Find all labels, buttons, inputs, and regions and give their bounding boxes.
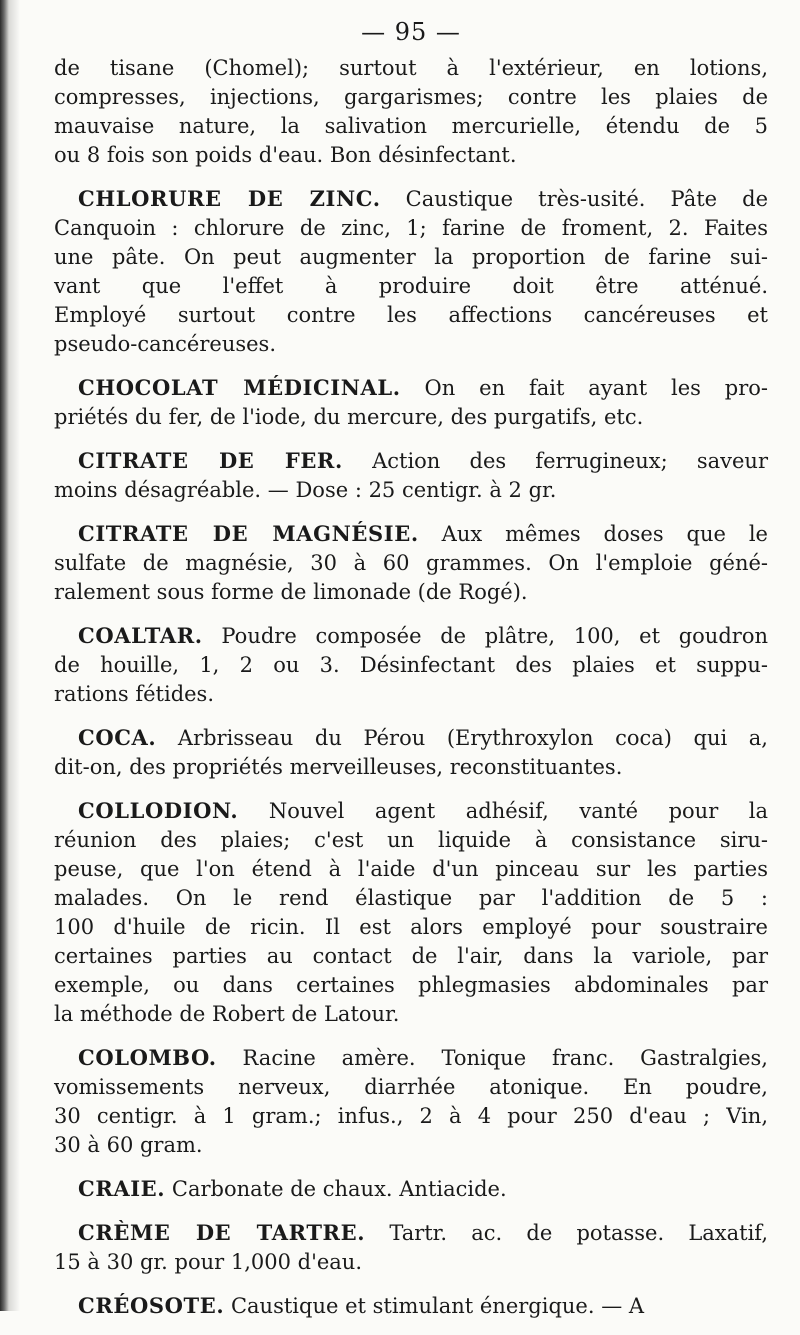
line-text: exemple, ou dans certaines phlegmasies abdominales par	[54, 973, 768, 997]
line-text: Arbrisseau du Pérou (Erythroxylon coca) qui a,	[177, 726, 768, 750]
line-text: 15 à 30 gr. pour 1,000 d'eau.	[54, 1250, 362, 1274]
text-line	[54, 680, 768, 709]
line-text: Canquoin : chlorure de zinc, 1; farine de froment, 2. Faites	[54, 216, 768, 240]
line-text: Employé surtout contre les affections cancéreuses et	[54, 303, 768, 327]
text-line	[54, 855, 768, 884]
entry-term: CHLORURE DE ZINC.	[78, 186, 381, 211]
text-line	[54, 1073, 768, 1102]
text-line	[54, 214, 768, 243]
line-text: compresses, injections, gargarismes; contre les plaies de	[54, 85, 768, 109]
text-line	[54, 272, 768, 301]
text-line	[54, 621, 768, 651]
text-line	[54, 549, 768, 578]
line-text: rations fétides.	[54, 682, 215, 706]
text-line	[54, 796, 768, 826]
text-line	[54, 112, 768, 141]
line-text: de tisane (Chomel); surtout à l'extérieur, en lotions,	[54, 56, 768, 80]
text-line	[54, 476, 768, 505]
entry-term: CHOCOLAT MÉDICINAL.	[78, 375, 401, 400]
text-line	[54, 1131, 768, 1160]
line-text: Carbonate de chaux. Antiacide.	[171, 1177, 507, 1201]
line-text: malades. On le rend élastique par l'addition de 5 :	[54, 886, 768, 910]
dictionary-entry	[54, 1043, 768, 1160]
text-line	[54, 1000, 768, 1029]
text-line	[54, 884, 768, 913]
dictionary-entries	[54, 54, 768, 1321]
text-line	[54, 723, 768, 753]
book-page	[54, 0, 768, 1335]
line-text: Aux mêmes doses que le	[441, 522, 768, 546]
line-text: Racine amère. Tonique franc. Gastralgies,	[242, 1046, 768, 1070]
text-line	[54, 1102, 768, 1131]
line-text: Nouvel agent adhésif, vanté pour la	[268, 799, 768, 823]
line-text: mauvaise nature, la salivation mercurielle, étendu de 5	[54, 114, 768, 138]
dictionary-entry	[54, 796, 768, 1029]
text-line	[54, 1248, 768, 1277]
entry-term: COLLODION.	[78, 798, 239, 823]
line-text: 30 centigr. à 1 gram.; infus., 2 à 4 pour 250 d'eau ; Vin,	[54, 1104, 768, 1128]
dictionary-entry	[54, 54, 768, 170]
line-text: une pâte. On peut augmenter la proportion de farine sui-	[54, 245, 768, 269]
text-line	[54, 446, 768, 476]
line-text: Tartr. ac. de potasse. Laxatif,	[389, 1221, 768, 1245]
line-text: 100 d'huile de ricin. Il est alors employé pour soustraire	[54, 915, 768, 939]
text-line	[54, 519, 768, 549]
text-line	[54, 942, 768, 971]
line-text: peuse, que l'on étend à l'aide d'un pinceau sur les parties	[54, 857, 768, 881]
text-line	[54, 1291, 768, 1321]
entry-term: CRÈME DE TARTRE.	[78, 1220, 366, 1245]
entry-term: COALTAR.	[78, 623, 203, 648]
dictionary-entry	[54, 184, 768, 359]
line-text: vant que l'effet à produire doit être atténué.	[54, 274, 768, 298]
line-text: On en fait ayant les pro-	[424, 376, 768, 400]
text-line	[54, 913, 768, 942]
dictionary-entry	[54, 519, 768, 607]
line-text: Action des ferrugineux; saveur	[372, 449, 768, 473]
line-text: priétés du fer, de l'iode, du mercure, des purgatifs, etc.	[54, 405, 644, 429]
line-text: de houille, 1, 2 ou 3. Désinfectant des plaies et suppu-	[54, 653, 768, 677]
line-text: Caustique très-usité. Pâte de	[405, 187, 768, 211]
line-text: pseudo-cancéreuses.	[54, 332, 276, 356]
dictionary-entry	[54, 723, 768, 782]
text-line	[54, 243, 768, 272]
dictionary-entry	[54, 1174, 768, 1204]
dictionary-entry	[54, 1291, 768, 1321]
line-text: ralement sous forme de limonade (de Rogé).	[54, 580, 528, 604]
text-line	[54, 54, 768, 83]
line-text: Poudre composée de plâtre, 100, et goudron	[221, 624, 768, 648]
text-line	[54, 578, 768, 607]
text-line	[54, 651, 768, 680]
dictionary-entry	[54, 621, 768, 709]
entry-term: COCA.	[78, 725, 157, 750]
entry-term: COLOMBO.	[78, 1045, 217, 1070]
text-line	[54, 83, 768, 112]
text-line	[54, 373, 768, 403]
entry-term: CRÉOSOTE.	[78, 1293, 225, 1318]
entry-term: CRAIE.	[78, 1176, 166, 1201]
page-number: — 95 —	[361, 18, 461, 46]
line-text: moins désagréable. — Dose : 25 centigr. à 2 gr.	[54, 478, 557, 502]
dictionary-entry	[54, 1218, 768, 1277]
scan-binding-edge	[0, 0, 20, 1311]
entry-term: CITRATE DE FER.	[78, 448, 343, 473]
text-line	[54, 1218, 768, 1248]
line-text: ou 8 fois son poids d'eau. Bon désinfectant.	[54, 143, 517, 167]
line-text: 30 à 60 gram.	[54, 1133, 203, 1157]
text-line	[54, 184, 768, 214]
text-line	[54, 753, 768, 782]
line-text: la méthode de Robert de Latour.	[54, 1002, 400, 1026]
line-text: vomissements nerveux, diarrhée atonique. En poudre,	[54, 1075, 768, 1099]
text-line	[54, 1043, 768, 1073]
dictionary-entry	[54, 446, 768, 505]
text-line	[54, 301, 768, 330]
line-text: sulfate de magnésie, 30 à 60 grammes. On l'emploie géné-	[54, 551, 768, 575]
line-text: réunion des plaies; c'est un liquide à consistance siru-	[54, 828, 768, 852]
dictionary-entry	[54, 373, 768, 432]
text-line	[54, 1174, 768, 1204]
line-text: Caustique et stimulant énergique. — A	[230, 1294, 645, 1318]
text-line	[54, 330, 768, 359]
text-line	[54, 826, 768, 855]
text-line	[54, 971, 768, 1000]
line-text: certaines parties au contact de l'air, dans la variole, par	[54, 944, 768, 968]
entry-term: CITRATE DE MAGNÉSIE.	[78, 521, 419, 546]
line-text: dit-on, des propriétés merveilleuses, reconstituantes.	[54, 755, 623, 779]
text-line	[54, 141, 768, 170]
text-line	[54, 403, 768, 432]
